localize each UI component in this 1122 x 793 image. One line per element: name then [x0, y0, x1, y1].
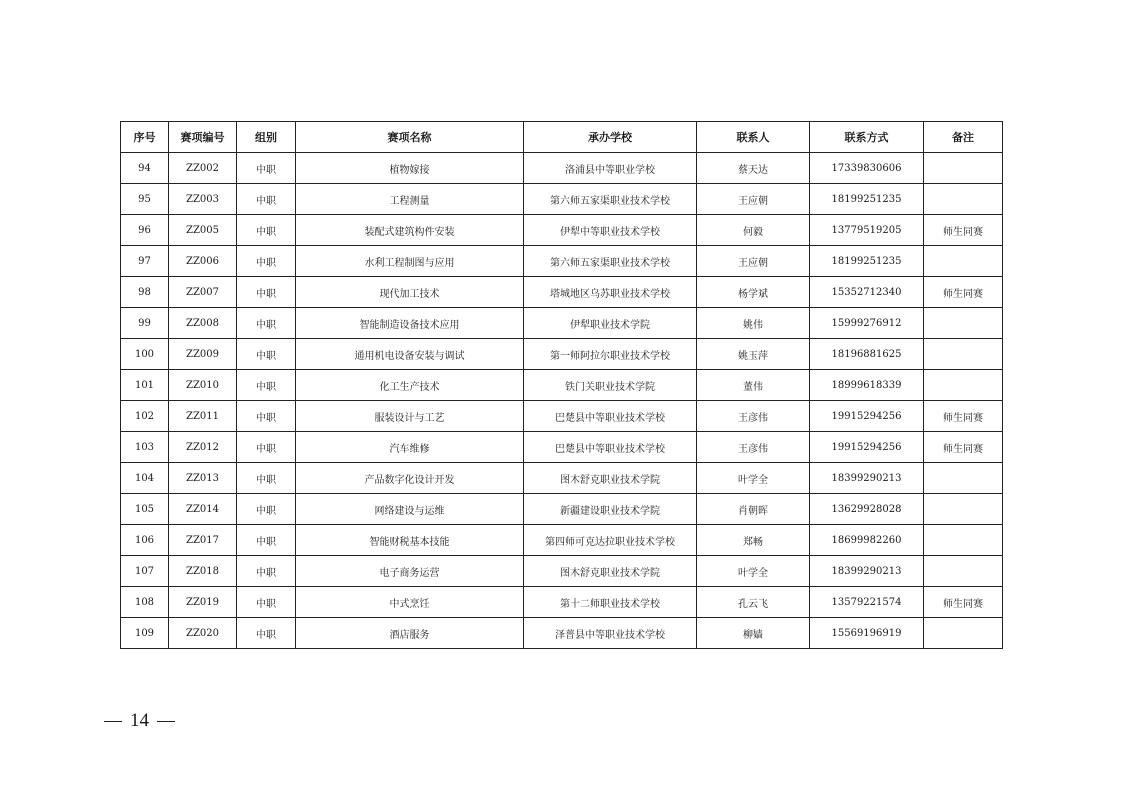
table-cell: 姚伟 — [697, 308, 810, 339]
header-cell: 赛项名称 — [296, 122, 524, 153]
table-cell: 装配式建筑构件安装 — [296, 215, 524, 246]
footer-dash-left — [104, 721, 122, 722]
competition-table — [120, 121, 1003, 649]
table-cell: 中职 — [237, 432, 296, 463]
table-cell: 95 — [121, 184, 169, 215]
table-cell: 第十二师职业技术学校 — [524, 587, 697, 618]
page-number: 14 — [130, 710, 149, 731]
table-cell: 13579221574 — [810, 587, 924, 618]
table-cell: 师生同赛 — [924, 277, 1003, 308]
table-cell: 产品数字化设计开发 — [296, 463, 524, 494]
table-cell: 伊犁职业技术学院 — [524, 308, 697, 339]
table-cell: 中职 — [237, 556, 296, 587]
table-cell: 王彦伟 — [697, 401, 810, 432]
table-cell: 106 — [121, 525, 169, 556]
table-cell — [924, 618, 1003, 649]
table-cell: 电子商务运营 — [296, 556, 524, 587]
table-cell: ZZ009 — [169, 339, 237, 370]
table-row — [121, 525, 1003, 556]
table-cell: ZZ012 — [169, 432, 237, 463]
table-cell: 王应朝 — [697, 246, 810, 277]
table-cell: 服装设计与工艺 — [296, 401, 524, 432]
table-cell: 18196881625 — [810, 339, 924, 370]
table-cell: 汽车维修 — [296, 432, 524, 463]
table-cell: 98 — [121, 277, 169, 308]
table-cell: 96 — [121, 215, 169, 246]
table-cell: 中职 — [237, 215, 296, 246]
table-cell: 王彦伟 — [697, 432, 810, 463]
table-cell: 铁门关职业技术学院 — [524, 370, 697, 401]
table-cell: 105 — [121, 494, 169, 525]
table-cell: 网络建设与运维 — [296, 494, 524, 525]
table-cell: 中职 — [237, 184, 296, 215]
table-cell: 中职 — [237, 463, 296, 494]
header-cell: 承办学校 — [524, 122, 697, 153]
table-row — [121, 587, 1003, 618]
table-cell: 102 — [121, 401, 169, 432]
table-header-row — [121, 122, 1003, 153]
table-cell: ZZ002 — [169, 153, 237, 184]
table-cell: 郑畅 — [697, 525, 810, 556]
table-cell: 智能制造设备技术应用 — [296, 308, 524, 339]
table-cell: 中职 — [237, 494, 296, 525]
table-cell: 师生同赛 — [924, 432, 1003, 463]
table-cell: 108 — [121, 587, 169, 618]
table-row — [121, 401, 1003, 432]
table-cell: 18199251235 — [810, 246, 924, 277]
table-cell: ZZ014 — [169, 494, 237, 525]
table-cell: ZZ013 — [169, 463, 237, 494]
table-cell: 15569196919 — [810, 618, 924, 649]
table-cell: 15352712340 — [810, 277, 924, 308]
table-row — [121, 184, 1003, 215]
table-cell: 通用机电设备安装与调试 — [296, 339, 524, 370]
table-cell: 杨学斌 — [697, 277, 810, 308]
table-cell: 103 — [121, 432, 169, 463]
table-row — [121, 246, 1003, 277]
table-cell: 中式烹饪 — [296, 587, 524, 618]
table-cell: 王应朝 — [697, 184, 810, 215]
table-cell: ZZ020 — [169, 618, 237, 649]
table-cell: ZZ018 — [169, 556, 237, 587]
table-cell: 18999618339 — [810, 370, 924, 401]
table-cell — [924, 153, 1003, 184]
header-cell: 联系人 — [697, 122, 810, 153]
table-cell: ZZ006 — [169, 246, 237, 277]
table-cell: 智能财税基本技能 — [296, 525, 524, 556]
table-cell: 现代加工技术 — [296, 277, 524, 308]
table-cell: 中职 — [237, 308, 296, 339]
table-row — [121, 556, 1003, 587]
table-cell: 植物嫁接 — [296, 153, 524, 184]
table-cell: 何毅 — [697, 215, 810, 246]
table-cell: 第六师五家渠职业技术学校 — [524, 184, 697, 215]
table-cell: 蔡天达 — [697, 153, 810, 184]
table-cell: 18399290213 — [810, 556, 924, 587]
table-cell: 董伟 — [697, 370, 810, 401]
table-cell: 17339830606 — [810, 153, 924, 184]
table-cell: 叶学全 — [697, 463, 810, 494]
table-cell: ZZ010 — [169, 370, 237, 401]
table-cell: 水利工程制图与应用 — [296, 246, 524, 277]
table-cell: ZZ003 — [169, 184, 237, 215]
table-row — [121, 153, 1003, 184]
table-cell: 巴楚县中等职业技术学校 — [524, 432, 697, 463]
table-cell: 第四师可克达拉职业技术学校 — [524, 525, 697, 556]
table-row — [121, 370, 1003, 401]
table-cell: 伊犁中等职业技术学校 — [524, 215, 697, 246]
page-footer — [104, 710, 175, 732]
header-cell: 备注 — [924, 122, 1003, 153]
table-cell — [924, 494, 1003, 525]
table-cell: 第一师阿拉尔职业技术学校 — [524, 339, 697, 370]
table-row — [121, 618, 1003, 649]
table-cell: 中职 — [237, 370, 296, 401]
header-cell: 赛项编号 — [169, 122, 237, 153]
table-cell: ZZ007 — [169, 277, 237, 308]
table-cell — [924, 463, 1003, 494]
table-cell — [924, 184, 1003, 215]
table-cell: 孔云飞 — [697, 587, 810, 618]
header-cell: 序号 — [121, 122, 169, 153]
table-cell: 18199251235 — [810, 184, 924, 215]
table-cell: 巴楚县中等职业技术学校 — [524, 401, 697, 432]
table-cell — [924, 556, 1003, 587]
table-cell: ZZ019 — [169, 587, 237, 618]
table-cell: 94 — [121, 153, 169, 184]
table-row — [121, 494, 1003, 525]
table-cell: 肖朝晖 — [697, 494, 810, 525]
header-cell: 联系方式 — [810, 122, 924, 153]
table-row — [121, 339, 1003, 370]
table-cell — [924, 339, 1003, 370]
table-cell: 中职 — [237, 153, 296, 184]
table-cell: 100 — [121, 339, 169, 370]
table-cell: 中职 — [237, 525, 296, 556]
table-cell: 图木舒克职业技术学院 — [524, 556, 697, 587]
table-row — [121, 277, 1003, 308]
table-cell: 18699982260 — [810, 525, 924, 556]
table-cell — [924, 370, 1003, 401]
table-cell: 图木舒克职业技术学院 — [524, 463, 697, 494]
table-cell: 109 — [121, 618, 169, 649]
table-body — [121, 153, 1003, 649]
table-cell: 19915294256 — [810, 432, 924, 463]
table-cell: 第六师五家渠职业技术学校 — [524, 246, 697, 277]
table-cell: 101 — [121, 370, 169, 401]
table-cell: 洛浦县中等职业学校 — [524, 153, 697, 184]
table-cell: 师生同赛 — [924, 401, 1003, 432]
table-cell: 姚玉萍 — [697, 339, 810, 370]
table-cell: 柳嫱 — [697, 618, 810, 649]
table-cell: 塔城地区乌苏职业技术学校 — [524, 277, 697, 308]
table-row — [121, 432, 1003, 463]
table-cell: 中职 — [237, 618, 296, 649]
table-cell: 104 — [121, 463, 169, 494]
table-cell: ZZ008 — [169, 308, 237, 339]
table-cell: 师生同赛 — [924, 587, 1003, 618]
table-cell: 泽普县中等职业技术学校 — [524, 618, 697, 649]
table-cell: 中职 — [237, 401, 296, 432]
table-cell — [924, 246, 1003, 277]
table-cell: 酒店服务 — [296, 618, 524, 649]
table-cell: 99 — [121, 308, 169, 339]
table-cell: 中职 — [237, 277, 296, 308]
table-cell: 师生同赛 — [924, 215, 1003, 246]
table-row — [121, 308, 1003, 339]
table-cell — [924, 308, 1003, 339]
table-cell: 新疆建设职业技术学院 — [524, 494, 697, 525]
table-cell: 中职 — [237, 587, 296, 618]
table-cell: 中职 — [237, 339, 296, 370]
table-cell: 15999276912 — [810, 308, 924, 339]
table-row — [121, 463, 1003, 494]
table-cell: 107 — [121, 556, 169, 587]
footer-dash-right — [157, 721, 175, 722]
table-cell: 13779519205 — [810, 215, 924, 246]
table-cell — [924, 525, 1003, 556]
table-cell: ZZ017 — [169, 525, 237, 556]
table-cell: 化工生产技术 — [296, 370, 524, 401]
table-cell: 中职 — [237, 246, 296, 277]
table-cell: ZZ011 — [169, 401, 237, 432]
table-cell: 13629928028 — [810, 494, 924, 525]
table-cell: 97 — [121, 246, 169, 277]
table-cell: ZZ005 — [169, 215, 237, 246]
table-cell: 19915294256 — [810, 401, 924, 432]
table-cell: 18399290213 — [810, 463, 924, 494]
table-cell: 工程测量 — [296, 184, 524, 215]
table-row — [121, 215, 1003, 246]
header-cell: 组别 — [237, 122, 296, 153]
table-cell: 叶学全 — [697, 556, 810, 587]
